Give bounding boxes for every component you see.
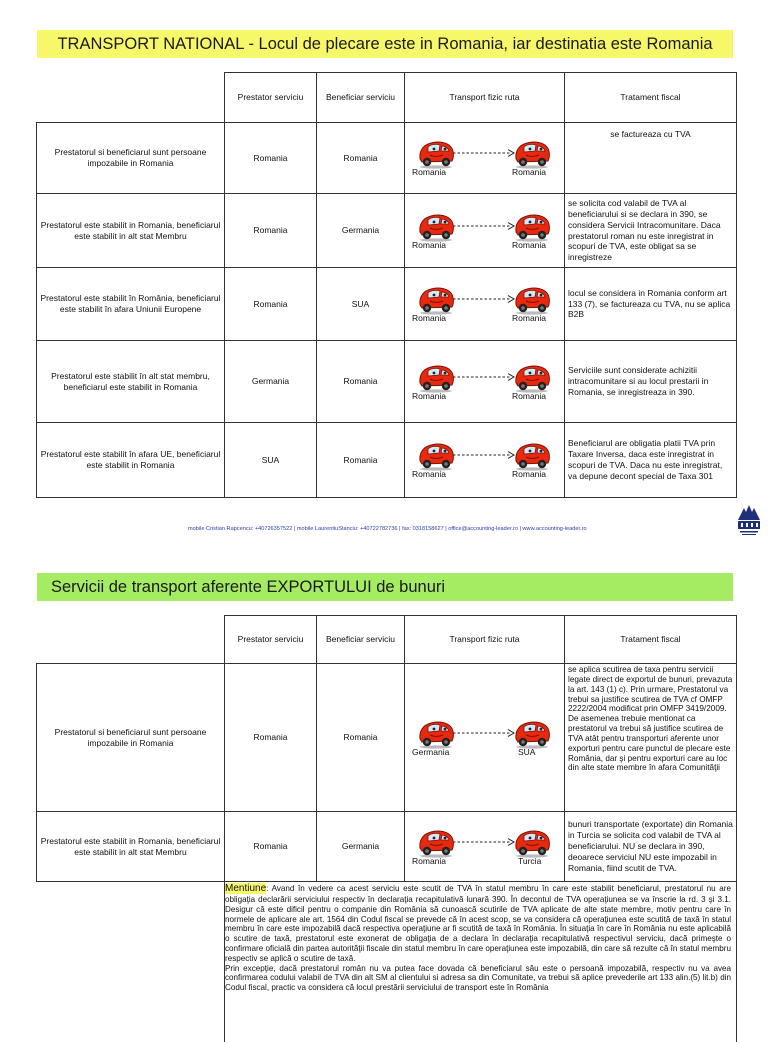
row-provider: Germania [225, 341, 317, 423]
red-car-icon [512, 137, 552, 169]
contact-footer: mobile Cristian Rapcencu: +40726357522 | mobile LaurentiuStanciu: +40722782736 | fax: 0318158627 | office@accounting-leader.ro | www.accounting-leader.ro [188, 526, 587, 532]
table-row [37, 341, 737, 423]
header-fiscal: Tratament fiscal [565, 616, 737, 664]
table-row [37, 194, 737, 268]
dashed-arrow-icon [452, 450, 516, 460]
red-car-icon [512, 210, 552, 242]
route-to: Romania [512, 167, 547, 177]
route-to: Romania [512, 469, 547, 479]
row-provider: Romania [225, 812, 317, 882]
route-from: Romania [412, 469, 447, 479]
route-cell [405, 664, 565, 812]
row-beneficiary: Romania [317, 664, 405, 812]
dashed-arrow-icon [452, 294, 516, 304]
red-car-icon [512, 283, 552, 315]
header-provider: Prestator serviciu [225, 616, 317, 664]
red-car-icon [416, 439, 456, 471]
row-beneficiary: Germania [317, 194, 405, 268]
route-cell [405, 812, 565, 882]
red-car-icon [416, 283, 456, 315]
row-description: Prestatorul si beneficiarul sunt persoane impozabile in Romania [37, 123, 225, 194]
row-beneficiary: Romania [317, 341, 405, 423]
row-provider: Romania [225, 194, 317, 268]
row-description: Prestatorul este stabilit in Romania, beneficiarul este stabilit in alt stat Membru [37, 194, 225, 268]
row-description: Prestatorul este stabilit în România, beneficiarul este stabilit în afara Uniunii Europene [37, 268, 225, 341]
red-car-icon [512, 717, 552, 749]
route-from: Romania [412, 239, 447, 250]
dashed-arrow-icon [452, 221, 516, 231]
dashed-arrow-icon [452, 148, 516, 158]
route-from: Romania [412, 313, 447, 323]
red-car-icon [416, 137, 456, 169]
route-from: Romania [412, 167, 447, 177]
row-fiscal: se solicita cod valabil de TVA al beneficiarului si se declara in 390, se considera Servicii Intracomunitare. Daca prestatorul roman nu este inregistrat in scopuri de TVA, este obligat sa se inregistreze [565, 194, 737, 268]
row-fiscal: se factureaza cu TVA [565, 123, 737, 194]
route-from: Germania [412, 746, 450, 757]
row-provider: Romania [225, 664, 317, 812]
note-text: : Avand în vedere ca acest serviciu este scutit de TVA în statul membru în care este stabilit beneficiarul, prestatorul nu are obligaţia declarării serviciului respectiv în declaraţia recapitulativă lunară 390. În decontul de TVA operaţiunea se va înscrie la rd. 3 şi 3.1. Desigur că este dificil pentru o companie din România să cunoască scutirile de TVA aplicate de alte state membre, motiv pentru care în normele de aplicare ale art. 1564 din Codul fiscal se prevede că în acest scop, se va considera că operaţiunea este scutită de taxă în statul membru în care este impozabilă dacă respectiva operaţiune ar fi scutită de taxă în România. În situaţia în care în România nu este aplicabilă o scutire de taxă, prestatorul este exonerat de obligaţia de a declara în declaraţia recapitulativă respectivul serviciu, dacă primeşte o confirmare oficială din partea autorităţii fiscale din statul membru în care operaţiunea este impozabilă, din care să rezulte că în statul membru respectiv se aplică o scutire de taxă. [225, 884, 731, 963]
red-car-icon [416, 826, 456, 858]
row-provider: Romania [225, 123, 317, 194]
route-to: Turcia [518, 855, 542, 866]
national-title-banner [37, 30, 733, 58]
mentiune-note [225, 883, 731, 993]
route-to: Romania [512, 390, 547, 401]
export-title: Servicii de transport aferente EXPORTULUI de bunuri [51, 577, 446, 596]
table-header-row [37, 73, 737, 123]
row-fiscal: bunuri transportate (exportate) din Romania in Turcia se solicita cod valabil de TVA al beneficiarului. NU se declara in 390, deoarece serviciul NU este impozabil in Romania, fiind scutit de TVA. [565, 812, 737, 882]
table-row [37, 812, 737, 882]
national-table [36, 72, 737, 498]
route-cell [405, 194, 565, 268]
header-provider: Prestator serviciu [225, 73, 317, 123]
red-car-icon [512, 361, 552, 393]
table-row [37, 423, 737, 498]
row-beneficiary: SUA [317, 268, 405, 341]
header-fiscal: Tratament fiscal [565, 73, 737, 123]
row-fiscal: se aplica scutirea de taxa pentru servicii legate direct de exportul de bunuri, prevazuta la art. 143 (1) c). Prin urmare, Prestatorul va trebui sa justifice scutirea de TVA cf OMFP 2222/2004 modificat prin OMFP 3419/2009. De asemenea trebuie mentionat ca prestatorul va trebui să justifice scutirea de TVA atât pentru transporturi aferente unor exporturi pentru care punctul de plecare este România, dar şi pentru exporturi care au loc din alte state membre în afara Comunităţii [565, 664, 737, 812]
dashed-arrow-icon [452, 372, 516, 382]
header-beneficiary: Beneficiar serviciu [317, 73, 405, 123]
red-car-icon [512, 439, 552, 471]
national-title: TRANSPORT NATIONAL - Locul de plecare este in Romania, iar destinatia este Romania [57, 34, 713, 53]
route-cell [405, 268, 565, 341]
accounting-leader-logo [736, 502, 762, 536]
row-description: Prestatorul si beneficiarul sunt persoane impozabile in Romania [37, 664, 225, 812]
row-description: Prestatorul este stabilit în alt stat membru, beneficiarul este stabilit in Romania [37, 341, 225, 423]
row-fiscal: Serviciile sunt considerate achizitii intracomunitare si au locul prestarii in Romania, se inregistreaza in 390. [565, 341, 737, 423]
route-cell [405, 123, 565, 194]
row-description: Prestatorul este stabilit in Romania, beneficiarul este stabilit in alt stat Membru [37, 812, 225, 882]
row-beneficiary: Germania [317, 812, 405, 882]
row-provider: Romania [225, 268, 317, 341]
export-title-banner [37, 573, 733, 601]
header-route: Transport fizic ruta [405, 616, 565, 664]
route-cell [405, 341, 565, 423]
red-car-icon [512, 826, 552, 858]
table-header-row [37, 616, 737, 664]
route-from: Romania [412, 390, 447, 401]
row-provider: SUA [225, 423, 317, 498]
row-fiscal: locul se considera in Romania conform art 133 (7), se factureaza cu TVA, nu se aplica B2B [565, 268, 737, 341]
header-beneficiary: Beneficiar serviciu [317, 616, 405, 664]
header-route: Transport fizic ruta [405, 73, 565, 123]
note-text-2: Prin excepţie, dacă prestatorul român nu va putea face dovada că beneficiarul său este o persoană impozabilă, respectiv nu va avea confirmarea codului valabil de TVA din alt SM al clientului si adresa sa din Comunitate, va trebui să aplice prevederile art 133 alin.(5) lit.b) din Codul fiscal, practic va considera că locul prestării serviciului de transport este în România [225, 963, 731, 993]
red-car-icon [416, 361, 456, 393]
table-row [37, 664, 737, 812]
route-from: Romania [412, 855, 447, 866]
row-fiscal: Beneficiarul are obligatia platii TVA prin Taxare Inversa, daca este inregistrat in scopuri de TVA. Daca nu este inregistrat, va depune decont special de Taxa 301 [565, 423, 737, 498]
dashed-arrow-icon [452, 728, 516, 738]
row-beneficiary: Romania [317, 423, 405, 498]
row-description: Prestatorul este stabilit în afara UE, beneficiarul este stabilit in Romania [37, 423, 225, 498]
note-label: Mentiune [225, 883, 267, 894]
table-row [37, 123, 737, 194]
red-car-icon [416, 717, 456, 749]
red-car-icon [416, 210, 456, 242]
row-beneficiary: Romania [317, 123, 405, 194]
dashed-arrow-icon [452, 837, 516, 847]
route-to: Romania [512, 313, 547, 323]
table-row [37, 268, 737, 341]
route-to: SUA [518, 746, 536, 757]
route-to: Romania [512, 239, 547, 250]
route-cell [405, 423, 565, 498]
